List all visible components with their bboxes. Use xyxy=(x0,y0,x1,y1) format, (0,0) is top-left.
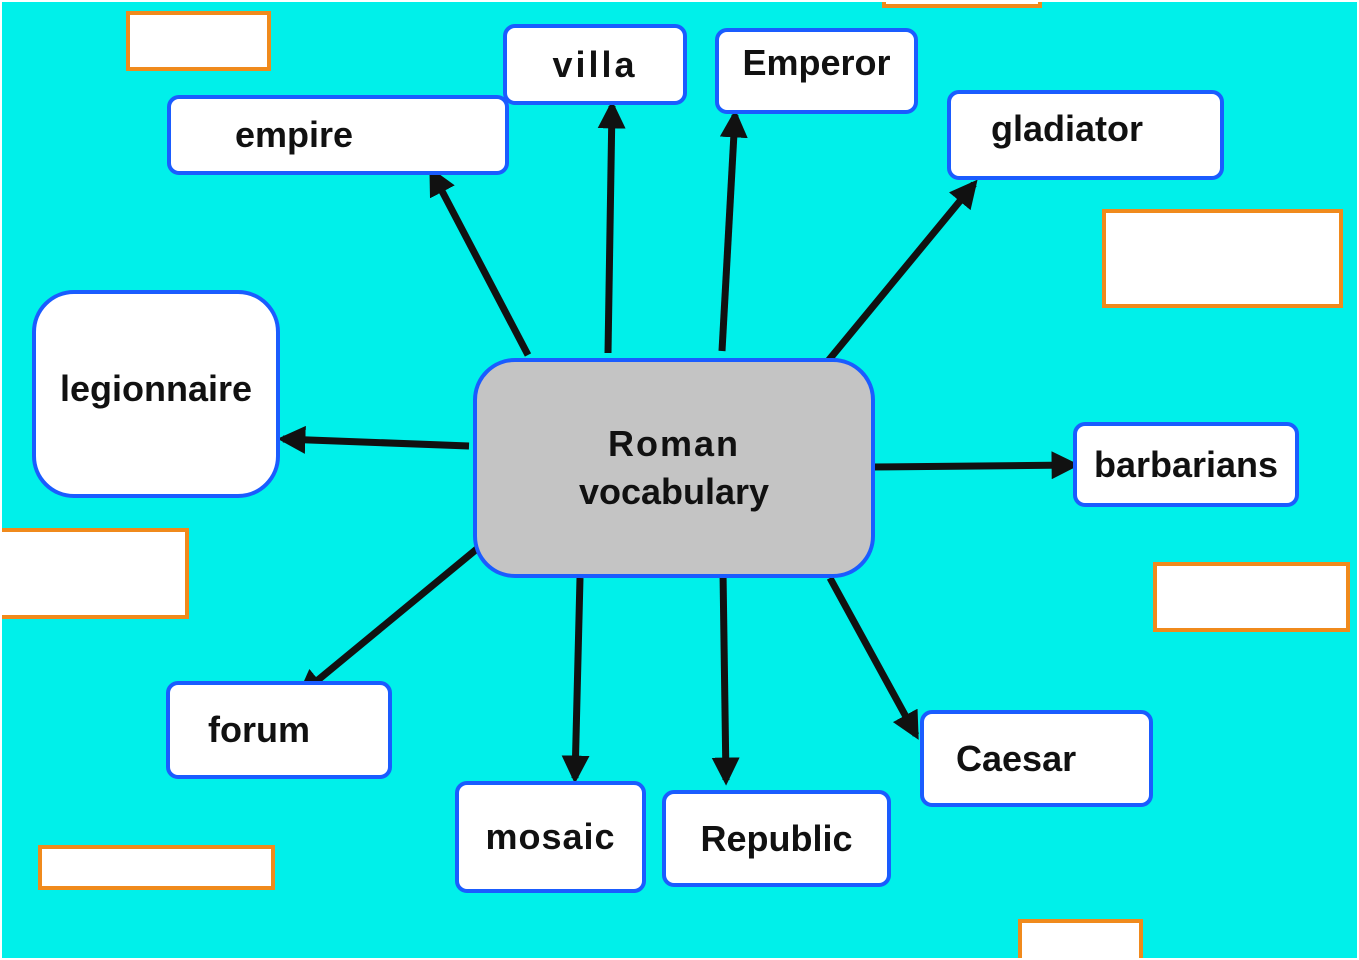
arrow-to-empire xyxy=(432,172,528,355)
word-label-caesar: Caesar xyxy=(956,737,1077,779)
blank-answer-box[interactable] xyxy=(2,528,189,619)
blank-answer-box[interactable] xyxy=(38,845,275,890)
word-label-empire: empire xyxy=(235,114,354,155)
word-node-empire[interactable] xyxy=(167,95,509,175)
central-topic-line-1: Roman xyxy=(607,423,740,464)
word-node-legionnaire[interactable] xyxy=(32,290,280,498)
arrow-to-barbarians xyxy=(872,465,1074,467)
word-label-barbarians: barbarians xyxy=(1093,443,1279,485)
blank-answer-box[interactable] xyxy=(882,2,1042,8)
arrow-to-republic xyxy=(723,572,726,780)
arrow-to-legionnaire xyxy=(283,439,469,446)
arrow-to-emperor xyxy=(722,115,735,351)
arrow-to-mosaic xyxy=(575,578,580,778)
central-topic-node[interactable] xyxy=(473,358,875,578)
word-label-forum: forum xyxy=(208,709,310,750)
arrow-to-gladiator xyxy=(828,184,974,361)
word-node-barbarians[interactable] xyxy=(1073,422,1299,507)
blank-answer-box[interactable] xyxy=(126,11,271,71)
word-node-villa[interactable] xyxy=(503,24,687,105)
mind-map-canvas xyxy=(2,2,1357,958)
arrow-to-forum xyxy=(301,548,478,694)
word-node-republic[interactable] xyxy=(662,790,891,887)
blank-answer-box[interactable] xyxy=(1102,209,1343,308)
word-node-gladiator[interactable] xyxy=(947,90,1224,180)
word-label-legionnaire: legionnaire xyxy=(59,368,253,409)
word-label-republic: Republic xyxy=(700,817,853,859)
word-node-forum[interactable] xyxy=(166,681,392,779)
blank-answer-box[interactable] xyxy=(1018,919,1143,958)
word-node-caesar[interactable] xyxy=(920,710,1153,807)
central-topic-line-2: vocabulary xyxy=(578,471,770,512)
word-label-gladiator: gladiator xyxy=(991,108,1144,149)
arrow-to-caesar xyxy=(830,578,916,735)
word-label-mosaic: mosaic xyxy=(485,816,616,857)
word-node-emperor[interactable] xyxy=(715,28,918,114)
word-label-villa: villa xyxy=(552,43,638,85)
arrow-to-villa xyxy=(608,106,612,353)
blank-answer-box[interactable] xyxy=(1153,562,1350,632)
word-label-emperor: Emperor xyxy=(742,42,891,83)
word-node-mosaic[interactable] xyxy=(455,781,646,893)
